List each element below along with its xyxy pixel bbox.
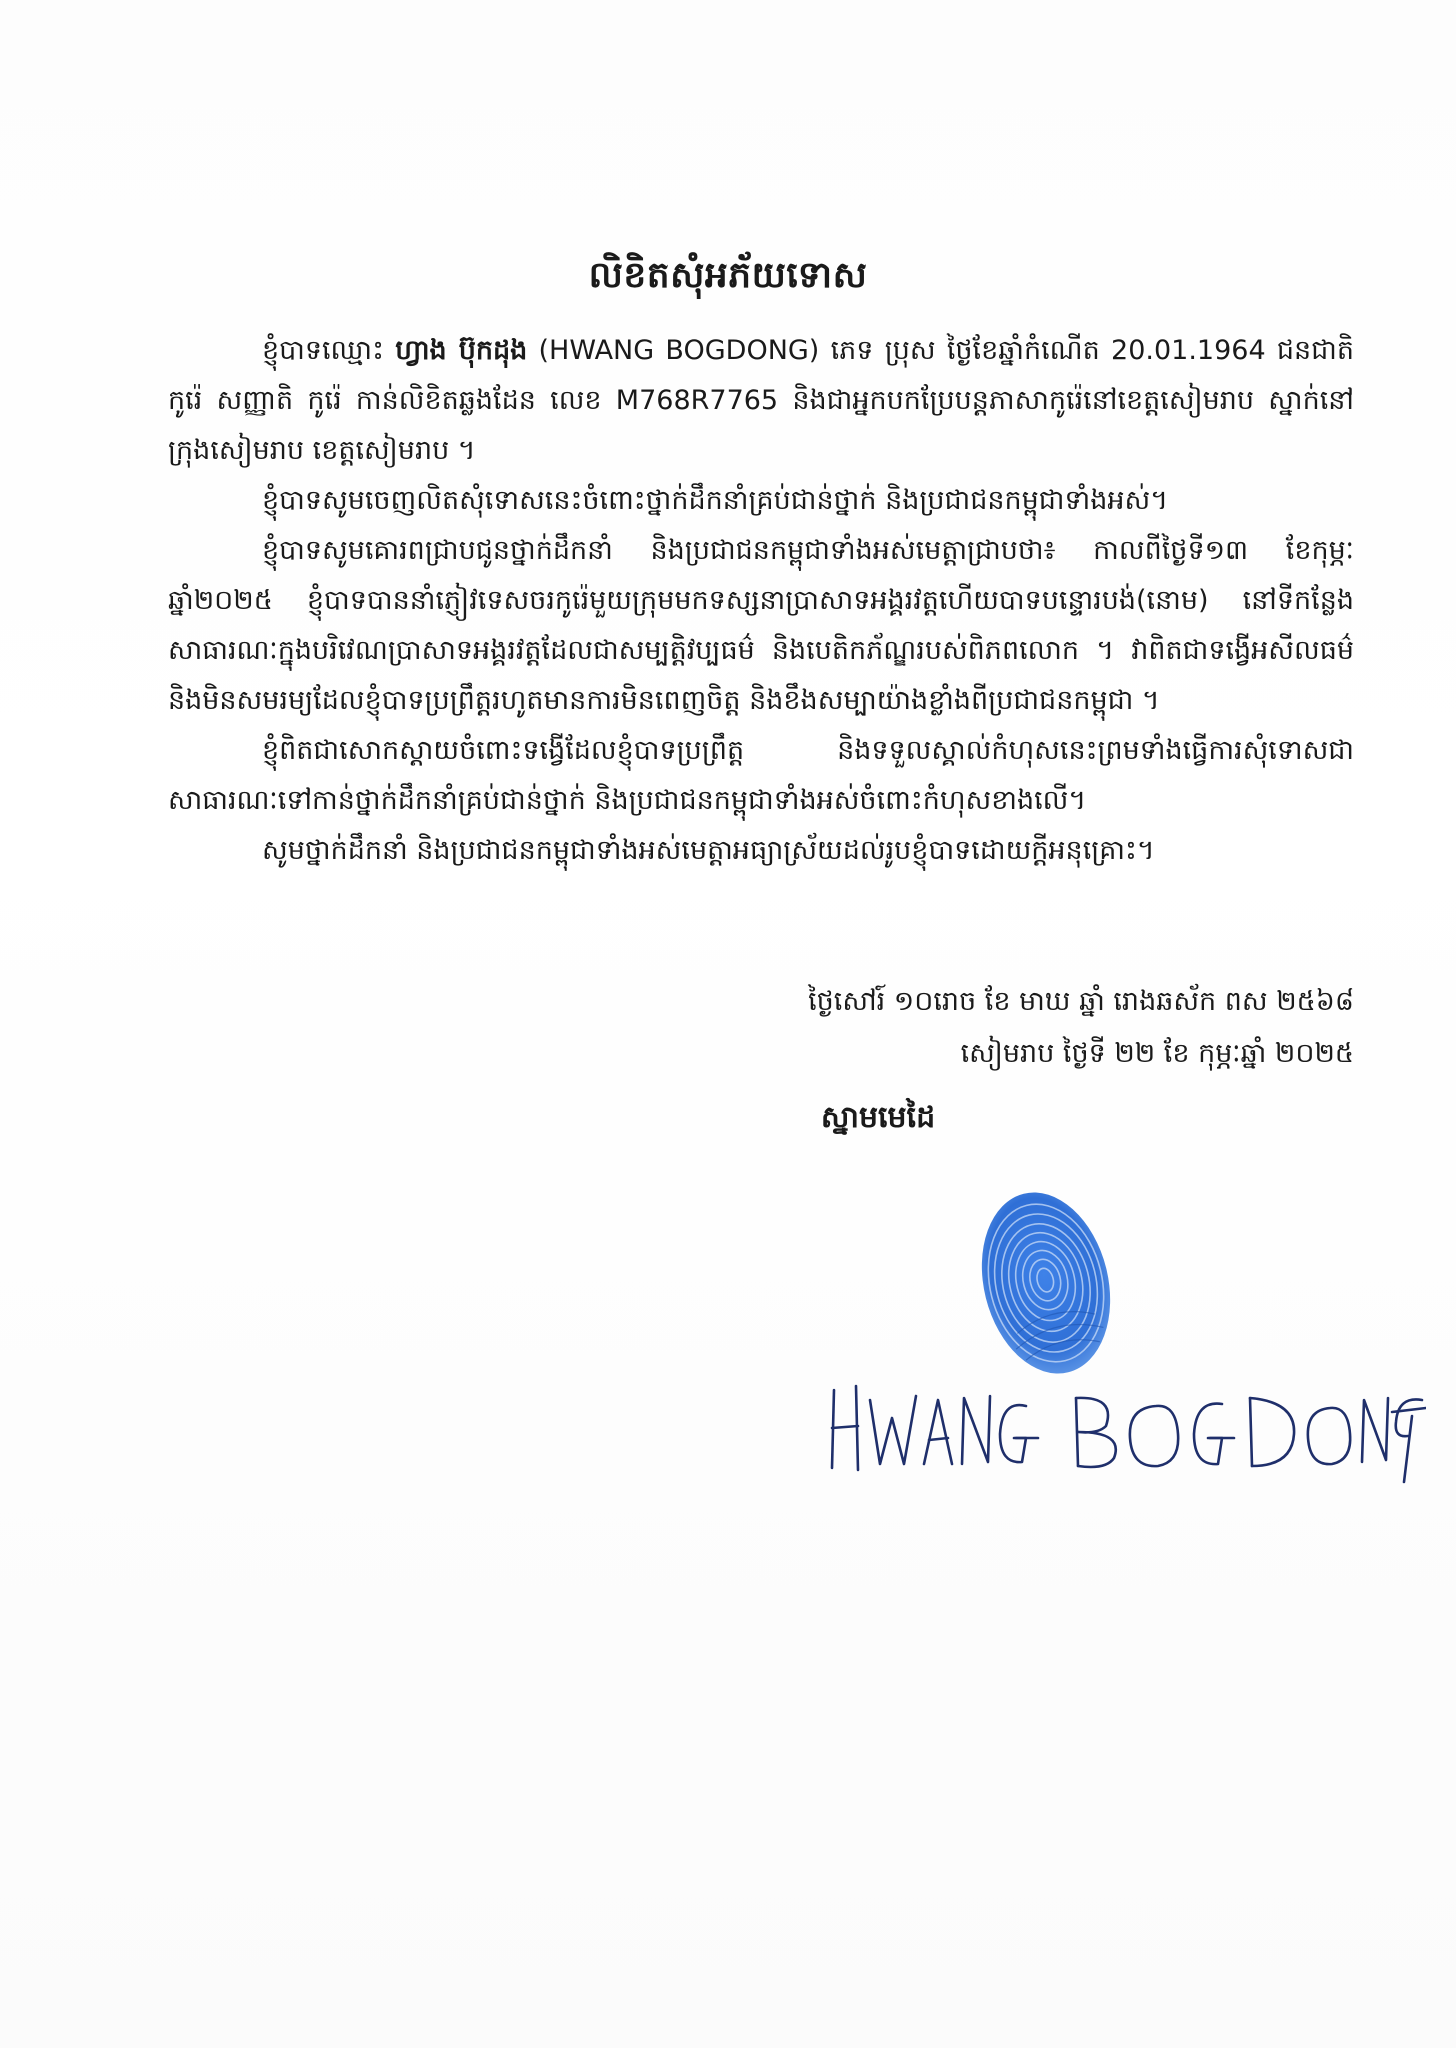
solar-date: សៀមរាប ថ្ងៃទី ២២ ខែ កុម្ភៈឆ្នាំ ២០២៥ bbox=[960, 1038, 1354, 1069]
thumbprint-label-row bbox=[0, 1098, 1456, 1142]
document-body bbox=[168, 326, 1354, 876]
thumbprint-label: ស្នាមមេដៃ bbox=[820, 1100, 936, 1135]
handwritten-signature bbox=[826, 1378, 1426, 1488]
date-block bbox=[808, 976, 1354, 1080]
lunar-date: ថ្ងៃសៅរ៍ ១០រោច ខែ មាឃ ឆ្នាំ រោងឆស័ក ពស ២៥៦៨ bbox=[808, 986, 1354, 1017]
paragraph-apology-intro: ខ្ញុំបាទសូមចេញលិតសុំទោសនេះចំពោះថ្នាក់ដឹកនាំគ្រប់ជាន់ថ្នាក់ និងប្រជាជនកម្ពុជាទាំងអស់។ bbox=[262, 485, 1168, 516]
paragraph-request: សូមថ្នាក់ដឹកនាំ និងប្រជាជនកម្ពុជាទាំងអស់មេត្តាអធ្យាស្រ័យដល់រូបខ្ញុំបាទដោយក្ដីអនុគ្រោះ។ bbox=[262, 835, 1155, 866]
paragraph-identity-details: (HWANG BOGDONG) ភេទ ប្រុស ថ្ងៃខែឆ្នាំកំណើត 20.01.1964 ជនជាតិកូរ៉េ សញ្ញាតិ កូរ៉េ កាន់លិខិតឆ្លងដែន លេខ M768R7765 និងជាអ្នកបកប្រែបន្តភាសាកូរ៉េនៅខេត្តសៀមរាប ស្នាក់នៅ ក្រុងសៀមរាប ខេត្តសៀមរាប ។ bbox=[168, 335, 1355, 466]
paragraph-identity-intro: ខ្ញុំបាទឈ្មោះ bbox=[262, 335, 396, 366]
paragraph-regret: ខ្ញុំពិតជាសោកស្ដាយចំពោះទង្វើដែលខ្ញុំបាទប្រព្រឹត្ត និងទទួលស្គាល់កំហុសនេះព្រមទាំងធ្វើការសុំទោសជាសាធារណៈទៅកាន់ថ្នាក់ដឹកនាំគ្រប់ជាន់ថ្នាក់ និងប្រជាជនកម្ពុជាទាំងអស់ចំពោះកំហុសខាងលើ។ bbox=[168, 735, 1354, 816]
author-name-khmer: ហ្វាង ប៊ុកដុង bbox=[395, 335, 528, 366]
paragraph-incident: ខ្ញុំបាទសូមគោរពជ្រាបជូនថ្នាក់ដឹកនាំ និងប្រជាជនកម្ពុជាទាំងអស់មេត្តាជ្រាបថា៖ កាលពីថ្ងៃទី១៣ ខែកុម្ភៈ ឆ្នាំ២០២៥ ខ្ញុំបាទបាននាំភ្ញៀវទេសចរកូរ៉េមួយក្រុមមកទស្សនាប្រាសាទអង្គរវត្តហើយបាទបន្ទោរបង់(នោម) នៅទីកន្លែងសាធារណៈក្នុងបរិវេណប្រាសាទអង្គរវត្តដែលជាសម្បត្តិវប្បធម៌ និងបេតិកភ័ណ្ឌរបស់ពិភពលោក ។ វាពិតជាទង្វើអសីលធម៌ និងមិនសមរម្យដែលខ្ញុំបាទប្រព្រឹត្តរហូតមានការមិនពេញចិត្ត និងខឹងសម្បាយ៉ាងខ្លាំងពីប្រជាជនកម្ពុជា ។ bbox=[168, 535, 1354, 716]
document-title: លិខិតសុំអភ័យទោស bbox=[588, 255, 868, 296]
fingerprint-image bbox=[976, 1185, 1116, 1380]
paragraph-identity bbox=[168, 326, 1354, 476]
